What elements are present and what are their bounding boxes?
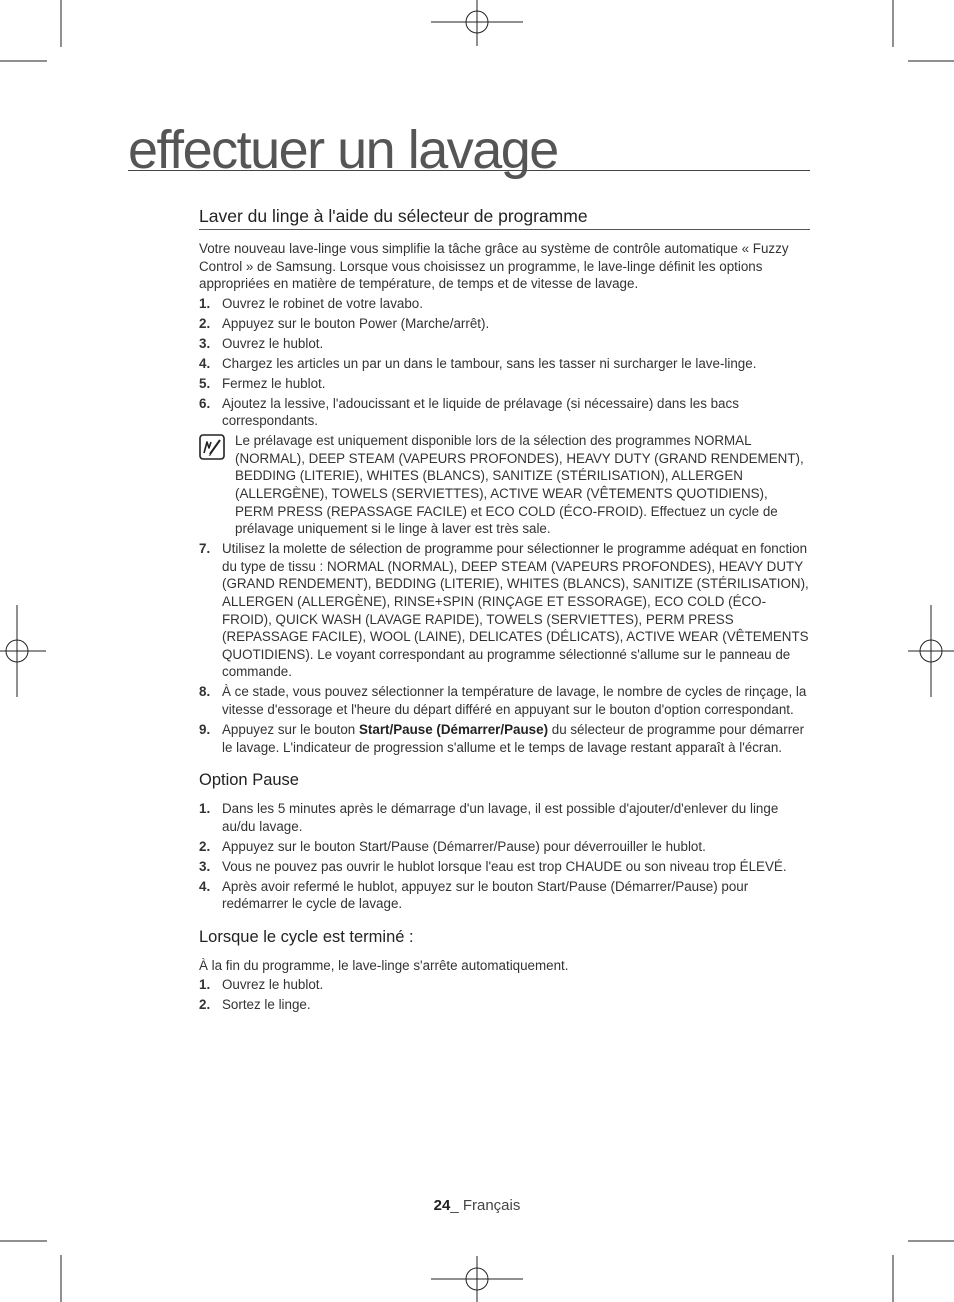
list-item: 3. Ouvrez le hublot. xyxy=(199,335,324,351)
list-item: 6. Ajoutez la lessive, l'adoucissant et le liquide de prélavage (si nécessaire) dans les bacs correspondants. xyxy=(199,395,739,429)
list-item: 9. Appuyez sur le bouton Start/Pause (Démarrer/Pause) du sélecteur de programme pour démarrer le lavage. L'indicateur de progression s'allume et le temps de lavage restant apparaît à l'écran. xyxy=(199,721,805,755)
list-item: 1. Ouvrez le robinet de votre lavabo. xyxy=(199,295,423,311)
footer-separator: _ xyxy=(450,1197,459,1214)
list-item: 3. Vous ne pouvez pas ouvrir le hublot lorsque l'eau est trop CHAUDE ou son niveau trop ÉLEVÉ. xyxy=(199,858,787,874)
section-heading-cycle-end: Lorsque le cycle est terminé : xyxy=(199,927,414,946)
page-content xyxy=(199,205,810,1016)
page-footer xyxy=(0,1197,954,1214)
list-item: 8. À ce stade, vous pouvez sélectionner la température de lavage, le nombre de cycles de rinçage, la vitesse d'essorage et l'heure du départ différé en appuyant sur le bouton d'option correspondant. xyxy=(199,684,807,717)
section-heading-selector: Laver du linge à l'aide du sélecteur de programme xyxy=(199,205,810,230)
steps-list-selector xyxy=(199,295,810,430)
cycle-end-paragraph: À la fin du programme, le lave-linge s'arrête automatiquement. xyxy=(199,957,569,973)
list-item: 2. Appuyez sur le bouton Start/Pause (Démarrer/Pause) pour déverrouiller le hublot. xyxy=(199,838,706,854)
steps-list-cycle-end xyxy=(199,976,810,1014)
steps-list-pause xyxy=(199,800,810,913)
start-pause-button-label: Start/Pause (Démarrer/Pause) xyxy=(358,721,549,737)
list-item: 7. Utilisez la molette de sélection de programme pour sélectionner le programme adéquat en fonction du type de tissu : NORMAL (NORMAL), DEEP STEAM (VAPEURS PROFONDES), HEAVY DUTY (GRAND RENDEMENT), BEDDING (LITERIE), WHITES (BLANCS), SANITIZE (STÉRILISATION), ALLERGEN (ALLERGÈNE), RINSE+SPIN (RINÇAGE ET ESSORAGE), ECO COLD (ÉCO-FROID), QUICK WASH (LAVAGE RAPIDE), TOWELS (SERVIETTES), PERM PRESS (REPASSAGE FACILE), WOOL (LAINE), DELICATES (DÉLICATS), ACTIVE WEAR (VÊTEMENTS QUOTIDIENS). Le voyant correspondant au programme sélectionné s'allume sur le panneau de commande. xyxy=(199,541,809,680)
note-text: Le prélavage est uniquement disponible lors de la sélection des programmes NORMAL (NORMAL), DEEP STEAM (VAPEURS PROFONDES), HEAVY DUTY (GRAND RENDEMENT), BEDDING (LITERIE), WHITES (BLANCS), SANITIZE (STÉRILISATION), ALLERGEN (ALLERGÈNE), TOWELS (SERVIETTES), ACTIVE WEAR (VÊTEMENTS QUOTIDIENS), PERM PRESS (REPASSAGE FACILE) et ECO COLD (ÉCO-FROID). Effectuez un cycle de prélavage uniquement si le linge à laver est très sale. xyxy=(235,433,804,537)
footer-language: Français xyxy=(462,1197,521,1214)
list-item: 1. Dans les 5 minutes après le démarrage d'un lavage, il est possible d'ajouter/d'enlever du linge au/du lavage. xyxy=(199,801,779,834)
list-item: 5. Fermez le hublot. xyxy=(199,375,326,391)
page-title: effectuer un lavage xyxy=(128,120,810,171)
list-item: 1. Ouvrez le hublot. xyxy=(199,977,324,993)
steps-list-selector-continued xyxy=(199,540,810,756)
list-item: 4. Après avoir refermé le hublot, appuyez sur le bouton Start/Pause (Démarrer/Pause) pour redémarrer le cycle de lavage. xyxy=(199,878,749,912)
section-heading-pause: Option Pause xyxy=(199,771,299,790)
note-pencil-icon xyxy=(199,432,235,538)
prewash-note xyxy=(199,432,810,538)
intro-paragraph: Votre nouveau lave-linge vous simplifie la tâche grâce au système de contrôle automatique « Fuzzy Control » de Samsung. Lorsque vous choisissez un programme, le lave-linge définit les options appropriées en matière de température, de temps et de vitesse de lavage. xyxy=(199,241,789,292)
list-item: 2. Sortez le linge. xyxy=(199,997,311,1013)
page-number: 24 xyxy=(433,1197,451,1214)
list-item: 4. Chargez les articles un par un dans le tambour, sans les tasser ni surcharger le lave-linge. xyxy=(199,355,757,371)
list-item: 2. Appuyez sur le bouton Power (Marche/arrêt). xyxy=(199,315,490,331)
